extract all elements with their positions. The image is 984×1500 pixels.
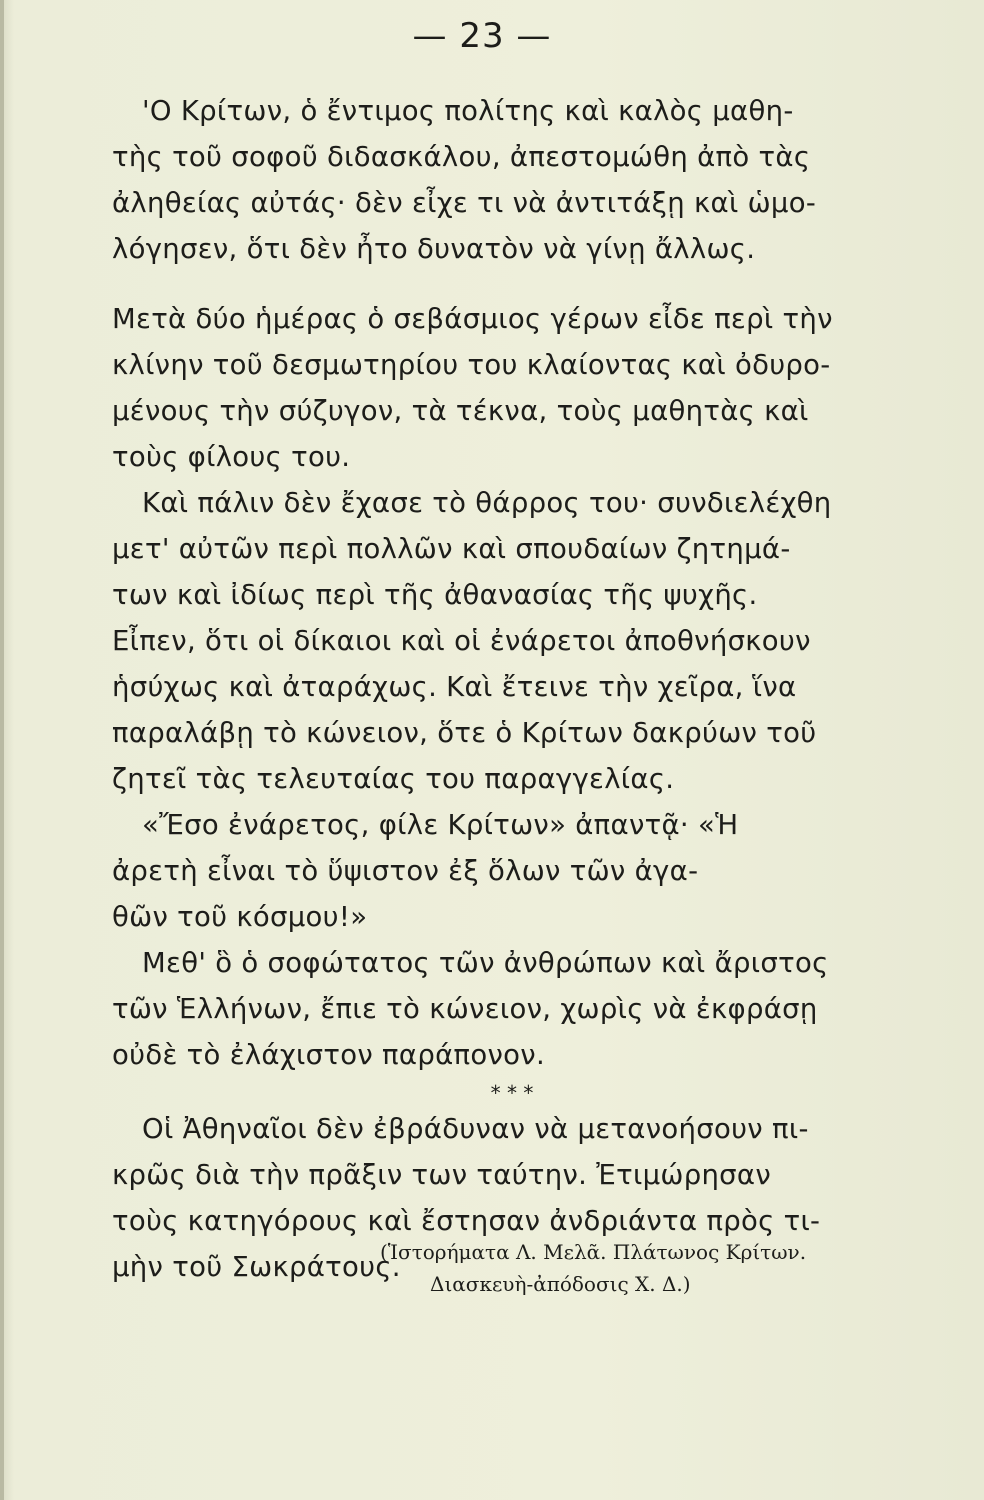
text-line: Εἶπεν, ὅτι οἱ δίκαιοι καὶ οἱ ἐνάρετοι ἀποθνήσκουν [112, 625, 811, 657]
text-line: των καὶ ἰδίως περὶ τῆς ἀθανασίας τῆς ψυχῆς. [112, 579, 758, 611]
text-line: τοὺς κατηγόρους καὶ ἔστησαν ἀνδριάντα πρὸς τι- [112, 1205, 821, 1237]
text-line: Καὶ πάλιν δὲν ἔχασε τὸ θάρρος του· συνδιελέχθη [142, 487, 832, 519]
text-line: τὴς τοῦ σοφοῦ διδασκάλου, ἀπεστομώθη ἀπὸ τὰς [112, 141, 811, 173]
text-line: κρῶς διὰ τὴν πρᾶξιν των ταύτην. Ἐτιμώρησαν [112, 1159, 771, 1191]
paragraph-hemlock [112, 940, 892, 1078]
text-line: Μετὰ δύο ἡμέρας ὁ σεβάσμιος γέρων εἶδε περὶ τὴν [112, 303, 833, 335]
paragraph-quote [112, 802, 892, 940]
quote-line: θῶν τοῦ κόσμου!» [112, 901, 368, 933]
paragraph-kriton-silenced [112, 88, 892, 272]
quote-line: «Ἔσο ἐνάρετος, φίλε Κρίτων» ἀπαντᾷ· «Ἡ [142, 809, 739, 841]
text-line: παραλάβῃ τὸ κώνειον, ὅτε ὁ Κρίτων δακρύων τοῦ [112, 717, 817, 749]
text-line: ἡσύχως καὶ ἀταράχως. Καὶ ἔτεινε τὴν χεῖρα, ἵνα [112, 671, 797, 703]
text-line: 'Ο Κρίτων, ὁ ἔντιμος πολίτης καὶ καλὸς μαθη- [142, 95, 794, 127]
text-line: οὐδὲ τὸ ἐλάχιστον παράπονον. [112, 1039, 545, 1071]
text-line: τῶν Ἑλλήνων, ἔπιε τὸ κώνειον, χωρὶς νὰ ἐκφράσῃ [112, 993, 818, 1025]
text-line: μετ' αὐτῶν περὶ πολλῶν καὶ σπουδαίων ζητημά- [112, 533, 791, 565]
source-citation [380, 1236, 900, 1300]
text-line: κλίνην τοῦ δεσμωτηρίου του κλαίοντας καὶ ὀδυρο- [112, 349, 831, 381]
page-number: — 23 — [412, 16, 552, 56]
text-line: τοὺς φίλους του. [112, 441, 351, 473]
text-line: μένους τὴν σύζυγον, τὰ τέκνα, τοὺς μαθητὰς καὶ [112, 395, 809, 427]
asterism-separator: * * * [490, 1081, 534, 1105]
text-line: λόγησεν, ὅτι δὲν ἦτο δυνατὸν νὰ γίνῃ ἄλλως. [112, 233, 756, 265]
text-line: μὴν τοῦ Σωκράτους. [112, 1251, 401, 1283]
paragraph-two-days-later [112, 296, 892, 480]
text-line: Οἱ Ἀθηναῖοι δὲν ἐβράδυναν νὰ μετανοήσουν πι- [142, 1113, 809, 1145]
paragraph-courage [112, 480, 892, 802]
main-text [112, 88, 892, 1290]
text-line: ζητεῖ τὰς τελευταίας του παραγγελίας. [112, 763, 675, 795]
citation-line-2: Διασκευὴ-ἀπόδοσις Χ. Δ.) [430, 1272, 691, 1296]
paragraph-gap [112, 272, 892, 296]
citation-line-1: (Ἱστορήματα Λ. Μελᾶ. Πλάτωνος Κρίτων. [380, 1240, 807, 1264]
text-line: Μεθ' ὃ ὁ σοφώτατος τῶν ἀνθρώπων καὶ ἄριστος [142, 947, 829, 979]
text-line: ἀληθείας αὐτάς· δὲν εἶχε τι νὰ ἀντιτάξῃ καὶ ὡμο- [112, 187, 817, 219]
page-binding-edge [0, 0, 4, 1500]
quote-line: ἀρετὴ εἶναι τὸ ὕψιστον ἐξ ὅλων τῶν ἀγα- [112, 855, 699, 887]
